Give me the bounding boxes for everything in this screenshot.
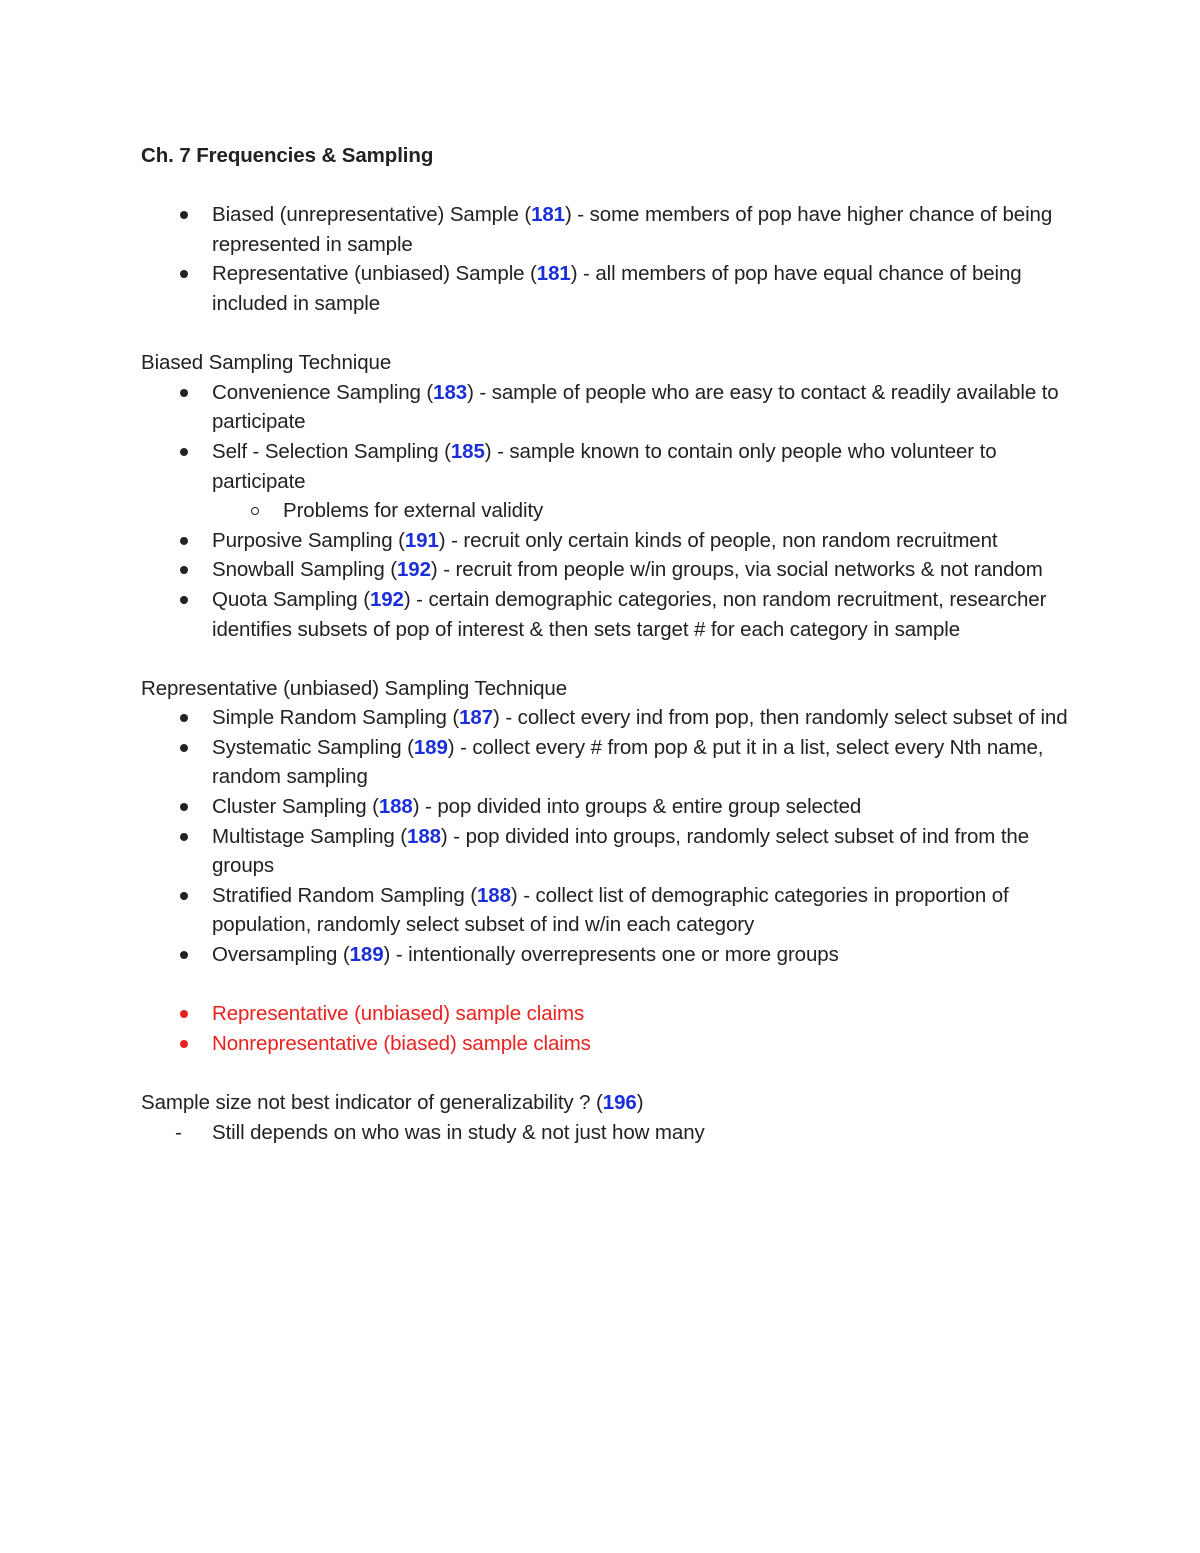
bullet-icon: [180, 1010, 188, 1018]
bullet-icon: [180, 566, 188, 574]
bullet-icon: [180, 714, 188, 722]
list-item: Systematic Sampling (189) - collect every # from pop & put it in a list, select every Nth name, random sampling: [141, 733, 1071, 792]
bullet-icon: [180, 1040, 188, 1048]
list-item: Snowball Sampling (192) - recruit from people w/in groups, via social networks & not random: [141, 555, 1071, 585]
document-title: Ch. 7 Frequencies & Sampling: [141, 144, 434, 167]
biased-technique-list: [141, 378, 1071, 644]
bullet-icon: [180, 596, 188, 604]
claims-list: [141, 999, 1071, 1058]
hollow-bullet-icon: [251, 507, 259, 515]
list-item: Nonrepresentative (biased) sample claims: [141, 1029, 1071, 1059]
page-ref: 187: [459, 706, 494, 730]
list-item: - Still depends on who was in study & not just how many: [141, 1118, 1071, 1148]
page-ref: 183: [433, 380, 468, 404]
bullet-icon: [180, 892, 188, 900]
list-item: Oversampling (189) - intentionally overrepresents one or more groups: [141, 940, 1071, 970]
bullet-icon: [180, 833, 188, 841]
list-item: Stratified Random Sampling (188) - collect list of demographic categories in proportion of population, randomly select subset of ind w/in each category: [141, 881, 1071, 940]
section-heading-representative: Representative (unbiased) Sampling Technique: [141, 676, 567, 700]
list-item: Self - Selection Sampling (185) - sample known to contain only people who volunteer to participate: [141, 437, 1071, 496]
page-ref: 188: [378, 795, 413, 819]
list-item: Convenience Sampling (183) - sample of people who are easy to contact & readily available to participate: [141, 378, 1071, 437]
page-ref: 181: [531, 203, 565, 227]
list-item: Representative (unbiased) Sample (181) - all members of pop have equal chance of being included in sample: [141, 259, 1071, 318]
list-item: Biased (unrepresentative) Sample (181) - some members of pop have higher chance of being represented in sample: [141, 200, 1071, 259]
bullet-icon: [180, 211, 188, 219]
list-item: Multistage Sampling (188) - pop divided into groups, randomly select subset of ind from the groups: [141, 822, 1071, 881]
document-content: [141, 141, 1071, 1147]
sub-list-item: Problems for external validity: [141, 496, 1071, 526]
page-ref: 192: [396, 558, 431, 582]
bullet-icon: [180, 537, 188, 545]
section-heading-biased: Biased Sampling Technique: [141, 351, 392, 375]
page-ref: 189: [413, 735, 448, 759]
page-ref: 185: [450, 439, 485, 463]
page-ref: 196: [602, 1091, 637, 1114]
list-item: Representative (unbiased) sample claims: [141, 999, 1071, 1029]
representative-technique-list: [141, 703, 1071, 969]
page-ref: 188: [407, 824, 441, 848]
bullet-icon: [180, 389, 188, 397]
list-item: Purposive Sampling (191) - recruit only certain kinds of people, non random recruitment: [141, 526, 1071, 556]
page-ref: 192: [369, 587, 404, 611]
bullet-icon: [180, 951, 188, 959]
bullet-icon: [180, 744, 188, 752]
page-ref: 188: [476, 883, 511, 907]
intro-list: [141, 200, 1071, 318]
sample-size-list: [141, 1118, 1071, 1148]
bullet-icon: [180, 448, 188, 456]
page-ref: 181: [536, 262, 571, 286]
sample-size-heading: Sample size not best indicator of generalizability ? (196): [141, 1091, 644, 1114]
page-ref: 191: [404, 528, 439, 552]
bullet-icon: [180, 803, 188, 811]
bullet-icon: [180, 270, 188, 278]
dash-icon: -: [175, 1120, 182, 1144]
list-item: Cluster Sampling (188) - pop divided into groups & entire group selected: [141, 792, 1071, 822]
page-ref: 189: [349, 943, 384, 967]
list-item: Simple Random Sampling (187) - collect every ind from pop, then randomly select subset of ind: [141, 703, 1071, 733]
list-item: Quota Sampling (192) - certain demographic categories, non random recruitment, researcher identifies subsets of pop of interest & then sets target # for each category in sample: [141, 585, 1071, 644]
